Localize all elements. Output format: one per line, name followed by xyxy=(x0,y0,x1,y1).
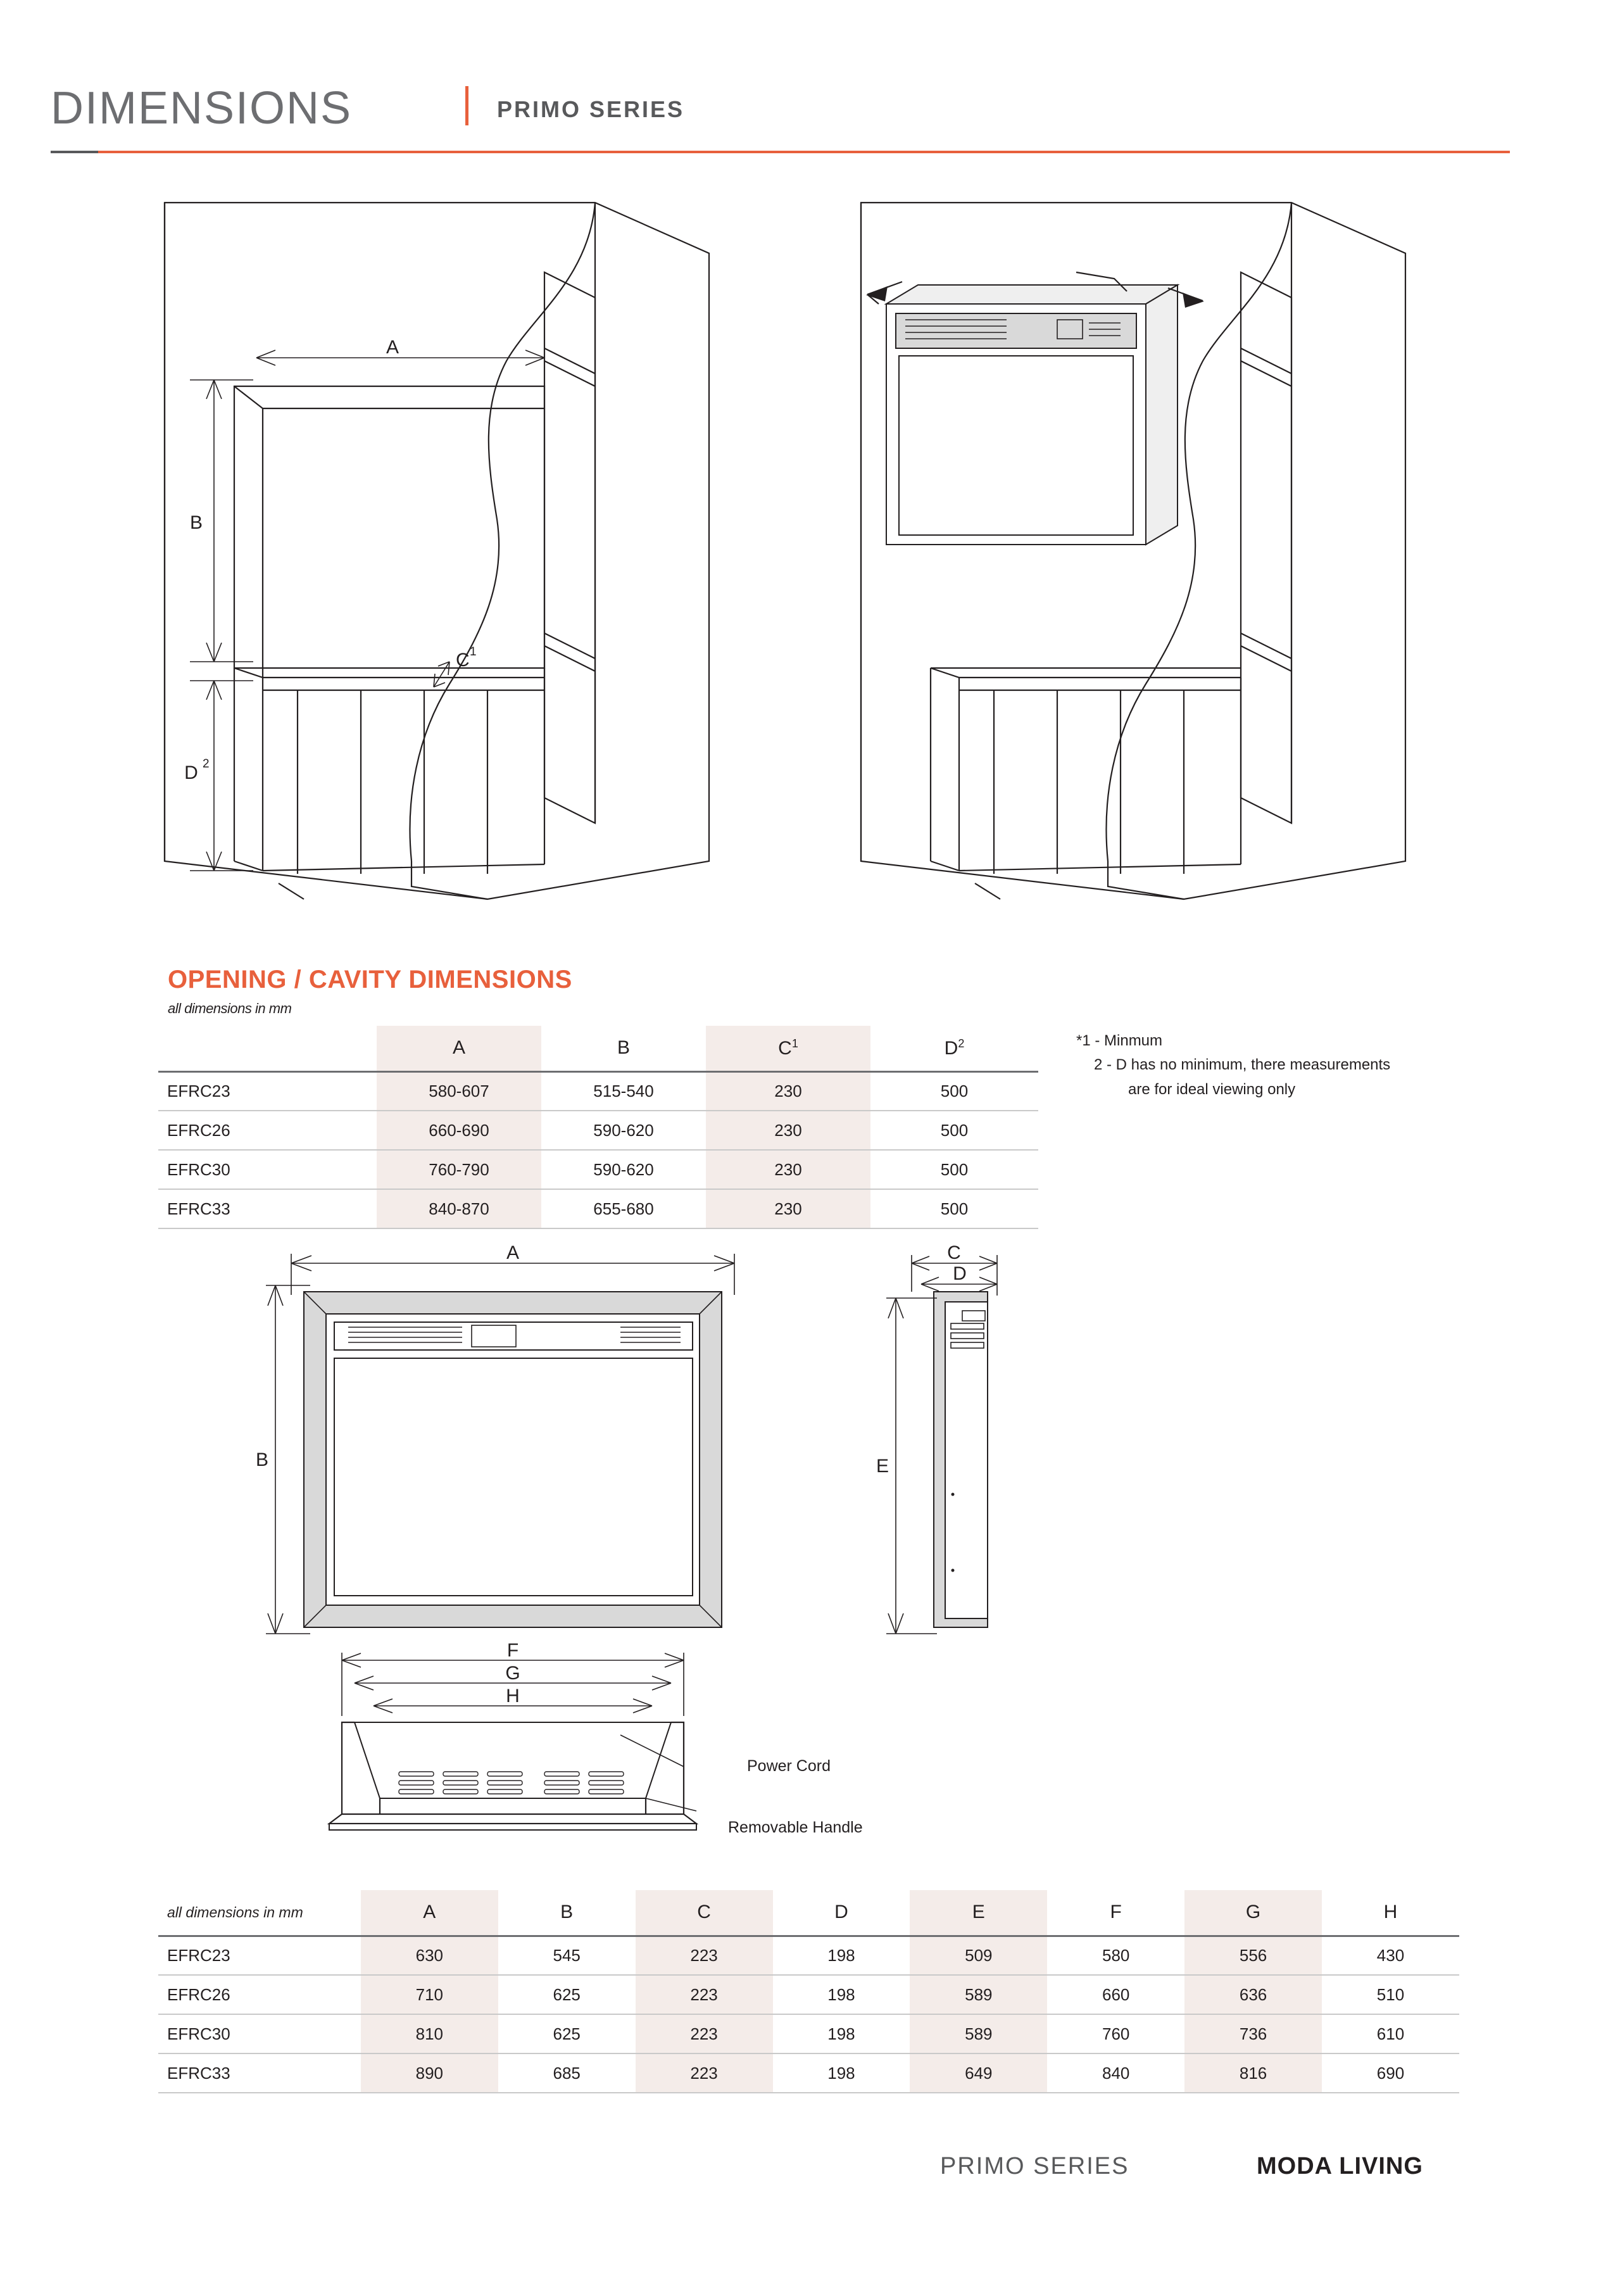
dim-label-A-cavity: A xyxy=(386,337,399,358)
cavity-cell-B: 515-540 xyxy=(541,1071,706,1111)
footnote-2: 2 - D has no minimum, there measurements xyxy=(1094,1056,1391,1074)
cavity-col-D: $D^2$ xyxy=(870,1026,1038,1071)
dim-label-C-side: C xyxy=(947,1242,961,1263)
dim-label-B-front: B xyxy=(255,1449,269,1470)
product-cell-C: 223 xyxy=(636,2014,773,2053)
product-units-note: all dimensions in mm xyxy=(158,1890,361,1936)
product-cell-B: 685 xyxy=(498,2053,636,2093)
product-col-D: D xyxy=(773,1890,910,1936)
cavity-cell-C: 230 xyxy=(706,1071,870,1111)
cavity-cell-C: 230 xyxy=(706,1150,870,1189)
cavity-cell-D: 500 xyxy=(870,1150,1038,1189)
product-cell-H: 430 xyxy=(1322,1936,1459,1975)
cavity-cell-B: 590-620 xyxy=(541,1111,706,1150)
product-row-model: EFRC26 xyxy=(158,1975,361,2014)
cavity-diagram-with-unit xyxy=(848,190,1481,931)
cavity-cell-B: 655-680 xyxy=(541,1189,706,1228)
product-col-H: H xyxy=(1322,1890,1459,1936)
dim-label-D-side: D xyxy=(953,1263,967,1284)
table-row xyxy=(158,1111,1038,1150)
cavity-footnotes xyxy=(1076,1029,1519,1102)
dim-label-C-cavity: C xyxy=(456,650,470,671)
header-rule-dark xyxy=(51,151,98,153)
product-cell-G: 636 xyxy=(1184,1975,1322,2014)
product-cell-F: 840 xyxy=(1047,2053,1184,2093)
dim-label-H-bottom: H xyxy=(506,1686,520,1706)
product-row-model: EFRC33 xyxy=(158,2053,361,2093)
callout-removable-handle: Removable Handle xyxy=(728,1819,863,1836)
cavity-cell-A: 660-690 xyxy=(377,1111,541,1150)
product-cell-A: 710 xyxy=(361,1975,498,2014)
cavity-diagram-empty xyxy=(152,190,785,931)
cavity-col-C: $C^1$ xyxy=(706,1026,870,1071)
product-col-A: A xyxy=(361,1890,498,1936)
table-header-row xyxy=(158,1026,1038,1071)
dim-label-D-superscript: 2 xyxy=(203,757,210,771)
cavity-row-model: EFRC23 xyxy=(158,1071,377,1111)
cavity-cell-A: 840-870 xyxy=(377,1189,541,1228)
product-cell-B: 625 xyxy=(498,2014,636,2053)
product-cell-A: 890 xyxy=(361,2053,498,2093)
product-cell-F: 760 xyxy=(1047,2014,1184,2053)
header-divider xyxy=(465,86,468,125)
product-cell-B: 545 xyxy=(498,1936,636,1975)
product-cell-G: 736 xyxy=(1184,2014,1322,2053)
product-col-G: G xyxy=(1184,1890,1322,1936)
product-cell-D: 198 xyxy=(773,2014,910,2053)
product-cell-E: 509 xyxy=(910,1936,1047,1975)
product-cell-E: 649 xyxy=(910,2053,1047,2093)
product-col-F: F xyxy=(1047,1890,1184,1936)
dim-label-B-cavity: B xyxy=(189,512,203,533)
product-cell-H: 610 xyxy=(1322,2014,1459,2053)
footnote-2-cont: are for ideal viewing only xyxy=(1128,1080,1296,1098)
cavity-units-note: all dimensions in mm xyxy=(168,1000,292,1016)
cavity-dimensions-table xyxy=(158,1026,1038,1229)
page-header xyxy=(51,82,1557,158)
product-cell-D: 198 xyxy=(773,1936,910,1975)
side-view-drawing xyxy=(874,1241,1102,1684)
table-row xyxy=(158,1150,1038,1189)
dim-label-F-bottom: F xyxy=(506,1640,519,1661)
footer-brand: MODA LIVING xyxy=(1257,2153,1423,2179)
product-cell-F: 660 xyxy=(1047,1975,1184,2014)
footnote-1: *1 - Minmum xyxy=(1076,1032,1163,1049)
cavity-col-model xyxy=(158,1026,377,1071)
product-cell-D: 198 xyxy=(773,1975,910,2014)
product-col-B: B xyxy=(498,1890,636,1936)
product-cell-C: 223 xyxy=(636,2053,773,2093)
front-view-drawing xyxy=(253,1241,772,1684)
cavity-cell-D: 500 xyxy=(870,1071,1038,1111)
table-row xyxy=(158,1071,1038,1111)
product-cell-E: 589 xyxy=(910,1975,1047,2014)
header-rule-accent xyxy=(51,151,1510,153)
table-row xyxy=(158,1189,1038,1228)
product-col-C: C xyxy=(636,1890,773,1936)
cavity-section-title: OPENING / CAVITY DIMENSIONS xyxy=(168,966,572,993)
product-cell-A: 630 xyxy=(361,1936,498,1975)
dim-label-A-front: A xyxy=(506,1242,520,1263)
product-cell-G: 556 xyxy=(1184,1936,1322,1975)
cavity-col-B: B xyxy=(541,1026,706,1071)
cavity-cell-A: 760-790 xyxy=(377,1150,541,1189)
product-cell-F: 580 xyxy=(1047,1936,1184,1975)
product-cell-G: 816 xyxy=(1184,2053,1322,2093)
product-cell-A: 810 xyxy=(361,2014,498,2053)
product-dimensions-table xyxy=(158,1890,1459,2093)
table-row xyxy=(158,2014,1459,2053)
cavity-cell-D: 500 xyxy=(870,1189,1038,1228)
product-cell-B: 625 xyxy=(498,1975,636,2014)
product-cell-E: 589 xyxy=(910,2014,1047,2053)
cavity-cell-A: 580-607 xyxy=(377,1071,541,1111)
product-row-model: EFRC23 xyxy=(158,1936,361,1975)
dim-label-D-cavity: D xyxy=(184,762,198,783)
table-row xyxy=(158,2053,1459,2093)
cavity-col-A: A xyxy=(377,1026,541,1071)
product-cell-C: 223 xyxy=(636,1936,773,1975)
cavity-cell-C: 230 xyxy=(706,1111,870,1150)
product-cell-H: 690 xyxy=(1322,2053,1459,2093)
cavity-cell-B: 590-620 xyxy=(541,1150,706,1189)
product-row-model: EFRC30 xyxy=(158,2014,361,2053)
product-cell-H: 510 xyxy=(1322,1975,1459,2014)
dim-label-E-side: E xyxy=(876,1456,889,1477)
table-header-row xyxy=(158,1890,1459,1936)
table-row xyxy=(158,1975,1459,2014)
cavity-row-model: EFRC30 xyxy=(158,1150,377,1189)
dim-label-C-superscript: 1 xyxy=(470,645,477,659)
dim-label-G-bottom: G xyxy=(505,1663,520,1684)
page-title: DIMENSIONS xyxy=(51,83,353,134)
cavity-row-model: EFRC33 xyxy=(158,1189,377,1228)
table-row xyxy=(158,1936,1459,1975)
product-cell-D: 198 xyxy=(773,2053,910,2093)
footer-series: PRIMO SERIES xyxy=(940,2153,1129,2179)
header-subtitle: PRIMO SERIES xyxy=(497,96,685,122)
callout-power-cord: Power Cord xyxy=(747,1757,831,1775)
cavity-cell-D: 500 xyxy=(870,1111,1038,1150)
cavity-row-model: EFRC26 xyxy=(158,1111,377,1150)
product-cell-C: 223 xyxy=(636,1975,773,2014)
cavity-cell-C: 230 xyxy=(706,1189,870,1228)
product-col-E: E xyxy=(910,1890,1047,1936)
